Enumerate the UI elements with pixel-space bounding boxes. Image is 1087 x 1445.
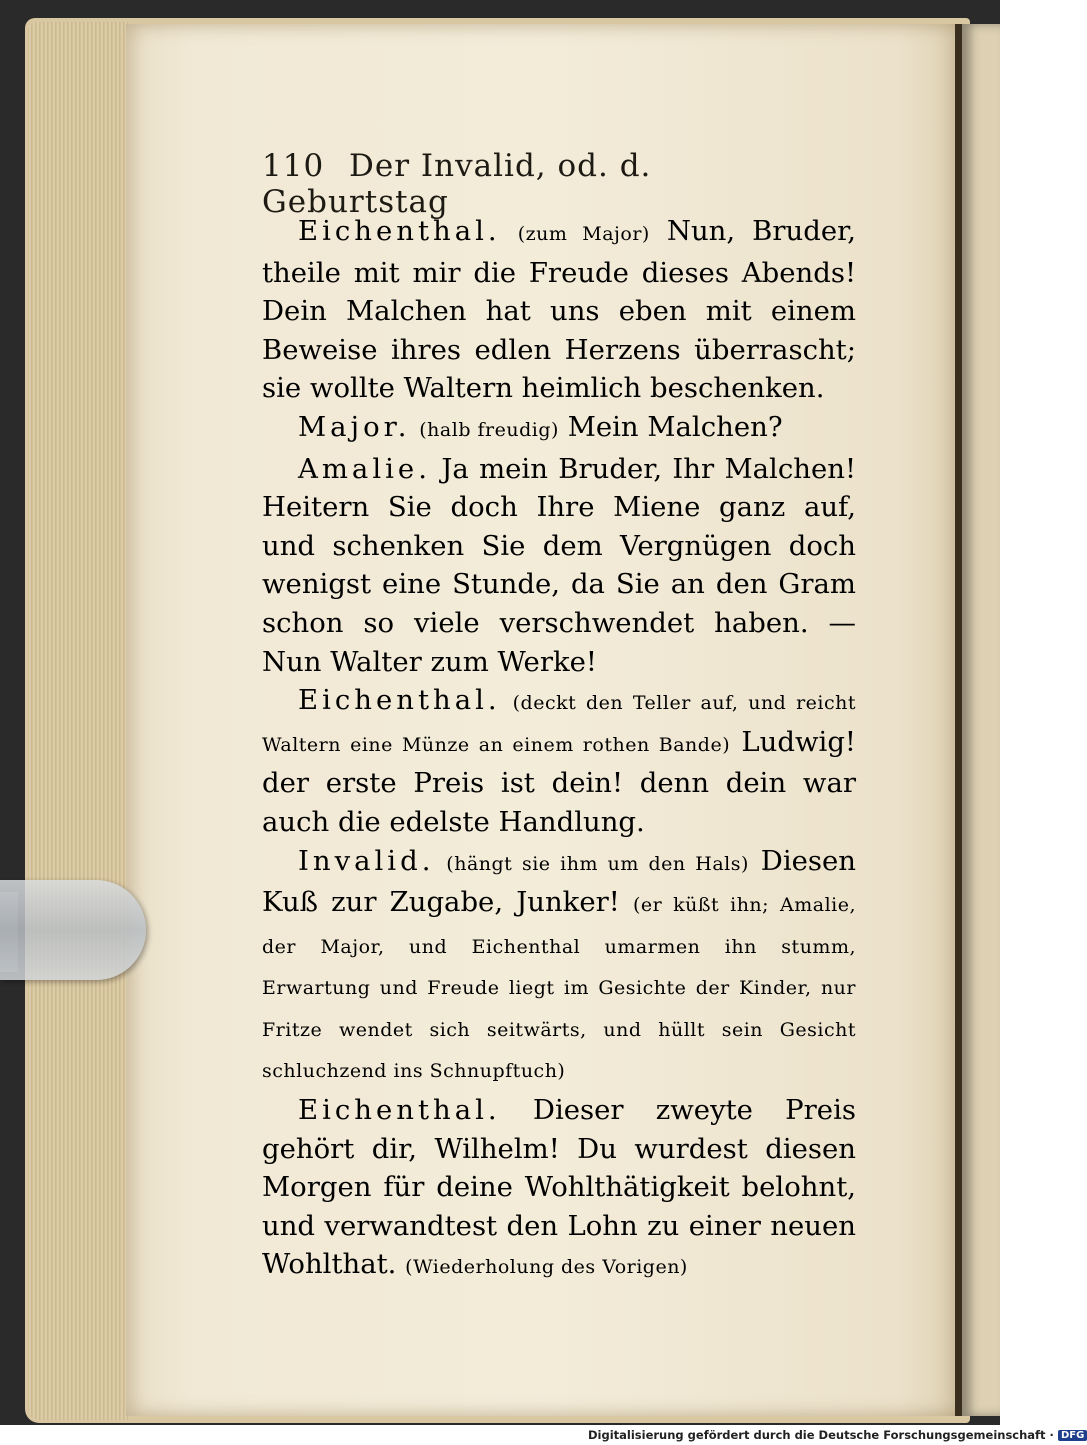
dialogue-text: Ludwig! der erste Preis ist dein! denn dein war auch die edelste Handlung. bbox=[262, 725, 856, 838]
dfg-logo: DFG bbox=[1058, 1430, 1087, 1441]
dialogue-text: Diesen Kuß zur Zugabe, Junker! bbox=[262, 844, 856, 919]
paragraph-4 bbox=[262, 681, 856, 841]
stage-direction: (zum Major) bbox=[517, 223, 650, 245]
speaker-name: Eichenthal. bbox=[298, 684, 501, 717]
paragraph-5 bbox=[262, 842, 856, 1092]
page-edges bbox=[28, 22, 128, 1420]
page-body bbox=[262, 212, 856, 1287]
speaker-name: Invalid. bbox=[298, 844, 435, 877]
paragraph-2 bbox=[262, 408, 856, 450]
facing-page-edge bbox=[962, 24, 1000, 1416]
speaker-name: Major. bbox=[298, 410, 411, 443]
dialogue-text: Dieser zweyte Preis gehört dir, Wilhelm! Du wurdest diesen Morgen für deine Wohlthätigkeit belohnt, und verwandtest den Lohn zu einer neuen Wohlthat. bbox=[262, 1094, 856, 1281]
page-number: 110 bbox=[262, 148, 325, 184]
stage-direction: (deckt den Teller auf, und reicht Waltern eine Münze an einem rothen Bande) bbox=[262, 692, 856, 756]
dialogue-text: Ja mein Bruder, Ihr Malchen! Heitern Sie doch Ihre Miene ganz auf, und schenken Sie dem Vergnügen doch wenigst eine Stunde, da Sie an den Gram schon so viele verschwendet haben. — Nun Walter zum Werke! bbox=[262, 452, 856, 678]
speaker-name: Eichenthal. bbox=[298, 215, 501, 247]
paragraph-6 bbox=[262, 1091, 856, 1287]
stage-direction: (halb freudig) bbox=[419, 418, 559, 441]
paragraph-1 bbox=[262, 212, 856, 408]
paragraph-3 bbox=[262, 450, 856, 682]
dialogue-text: Nun, Bruder, theile mit mir die Freude dieses Abends! Dein Malchen hat uns eben mit einem Beweise ihres edlen Herzens überrascht; sie wollte Waltern heimlich beschenken. bbox=[262, 215, 856, 405]
speaker-name: Eichenthal. bbox=[298, 1094, 501, 1127]
digitization-credit bbox=[588, 1428, 1085, 1445]
stage-direction: (er küßt ihn; Amalie, der Major, und Eichenthal umarmen ihn stumm, Erwartung und Freude liegt im Gesichte der Kinder, nur Fritze wendet sich seitwärts, und hüllt sein Gesicht schluchzend ins Schnupftuch) bbox=[262, 894, 857, 1083]
stage-direction: (Wiederholung des Vorigen) bbox=[405, 1256, 688, 1279]
page-clip bbox=[0, 880, 146, 980]
speaker-name: Amalie. bbox=[298, 452, 431, 485]
credit-text: Digitalisierung gefördert durch die Deutsche Forschungsgemeinschaft · bbox=[588, 1428, 1054, 1442]
running-title: Der Invalid, od. d. Geburtstag bbox=[262, 148, 652, 220]
dialogue-text: Mein Malchen? bbox=[567, 410, 783, 443]
stage-direction: (hängt sie ihm um den Hals) bbox=[446, 852, 749, 875]
running-header bbox=[262, 148, 782, 220]
